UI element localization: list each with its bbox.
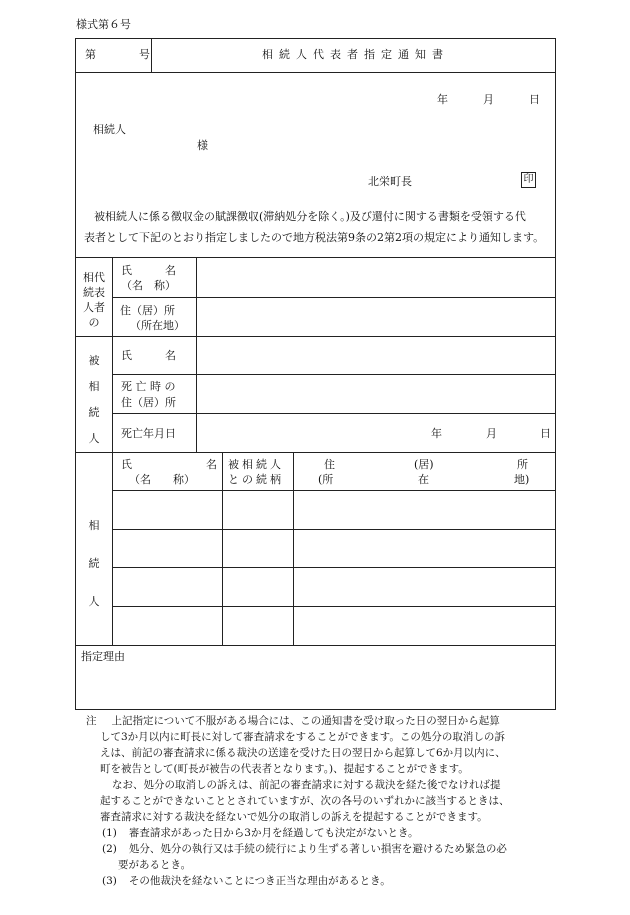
heirs-col-address: 所 xyxy=(517,458,528,471)
representative-address-sub: （所在地） xyxy=(130,319,185,332)
body-text-line: 表者として下記のとおり指定しましたので地方税法第9条の2第2項の規定により通知します。 xyxy=(84,231,545,244)
death-date-day: 日 xyxy=(540,427,551,440)
heirs-col-address-sub: 在 xyxy=(418,473,429,486)
heirs-col-relation: 被相続人 xyxy=(228,458,284,471)
heirs-col-address-sub: 地) xyxy=(514,473,530,486)
deceased-name-label: 氏 名 xyxy=(121,349,176,362)
sender-name: 北栄町長 xyxy=(368,175,412,188)
representative-address-label: 住（居）所 xyxy=(120,304,175,317)
date-year-label: 年 xyxy=(437,93,448,106)
divider xyxy=(112,529,556,530)
divider xyxy=(75,645,556,646)
heirs-addressee-label: 相続人 xyxy=(93,123,126,136)
divider xyxy=(112,413,556,414)
divider xyxy=(112,297,556,298)
note-line: (2) 処分、処分の執行又は手続の続行により生ずる著しい損害を避けるため緊急の必 xyxy=(102,843,507,855)
divider xyxy=(112,606,556,607)
form-number: 様式第６号 xyxy=(76,18,131,31)
honorific: 様 xyxy=(197,139,208,152)
representative-name-sub: （名 称） xyxy=(121,279,176,292)
note-line: 審査請求に対する裁決を経ないで処分の取消しの訴えを提起することができます。 xyxy=(100,811,488,823)
deceased-address-label: 住（居）所 xyxy=(121,396,176,409)
heirs-col-name: 氏 名 xyxy=(121,458,217,471)
divider xyxy=(75,257,556,258)
divider xyxy=(196,257,197,452)
death-date-year: 年 xyxy=(431,427,442,440)
divider xyxy=(75,72,556,73)
date-month-label: 月 xyxy=(483,93,494,106)
seal-mark: 印 xyxy=(521,172,536,188)
divider xyxy=(112,490,556,491)
death-date-month: 月 xyxy=(486,427,497,440)
note-line: なお、処分の取消しの訴えは、前記の審査請求に対する裁決を経た後でなければ提 xyxy=(112,779,501,791)
heirs-col-address-sub: (所 xyxy=(318,473,334,486)
heirs-col-address: 住 xyxy=(324,458,335,471)
divider xyxy=(75,336,556,337)
deceased-section-label: 被 相 続 人 xyxy=(88,354,100,445)
note-line: 起することができないこととされていますが、次の各号のいずれかに該当するときは、 xyxy=(100,795,510,807)
heirs-col-address: (居) xyxy=(414,458,434,471)
divider xyxy=(75,452,556,453)
note-line: 町を被告として(町長が被告の代表者となります。)、提起することができます。 xyxy=(100,763,469,775)
document-title: 相続人代表者指定通知書 xyxy=(262,48,449,61)
note-line: して3か月以内に町長に対して審査請求をすることができます。この処分の取消しの訴 xyxy=(100,731,505,743)
death-date-label: 死亡年月日 xyxy=(121,427,176,440)
note-line: (3) その他裁決を経ないことにつき正当な理由があるとき。 xyxy=(102,875,391,887)
divider xyxy=(222,452,223,645)
deceased-address-label: 死 亡 時 の xyxy=(121,380,176,393)
heirs-col-name-sub: （名 称） xyxy=(129,473,195,486)
number-suffix: 号 xyxy=(139,48,150,61)
divider xyxy=(112,567,556,568)
divider xyxy=(112,374,556,375)
divider xyxy=(293,452,294,645)
body-text-line: 被相続人に係る徴収金の賦課徴収(滞納処分を除く。)及び還付に関する書類を受領する代 xyxy=(94,210,526,223)
date-day-label: 日 xyxy=(529,93,540,106)
number-label: 第 xyxy=(85,48,96,61)
reason-label: 指定理由 xyxy=(81,650,125,663)
divider xyxy=(112,257,113,645)
note-line: (1) 審査請求があった日から3か月を経過しても決定がないとき。 xyxy=(102,827,419,839)
representative-name-label: 氏 名 xyxy=(121,264,176,277)
note-line: えは、前記の審査請求に係る裁決の送達を受けた日の翌日から起算して6か月以内に、 xyxy=(100,747,506,759)
note-line: 要があるとき。 xyxy=(118,859,192,871)
divider xyxy=(151,38,152,72)
heirs-section-label: 相 続 人 xyxy=(88,519,100,608)
representative-section-label: 相代 続表 人者 の xyxy=(83,271,105,329)
note-line: 注 上記指定について不服がある場合には、この通知書を受け取った日の翌日から起算 xyxy=(86,715,500,727)
heirs-col-relation: との続柄 xyxy=(228,473,284,486)
